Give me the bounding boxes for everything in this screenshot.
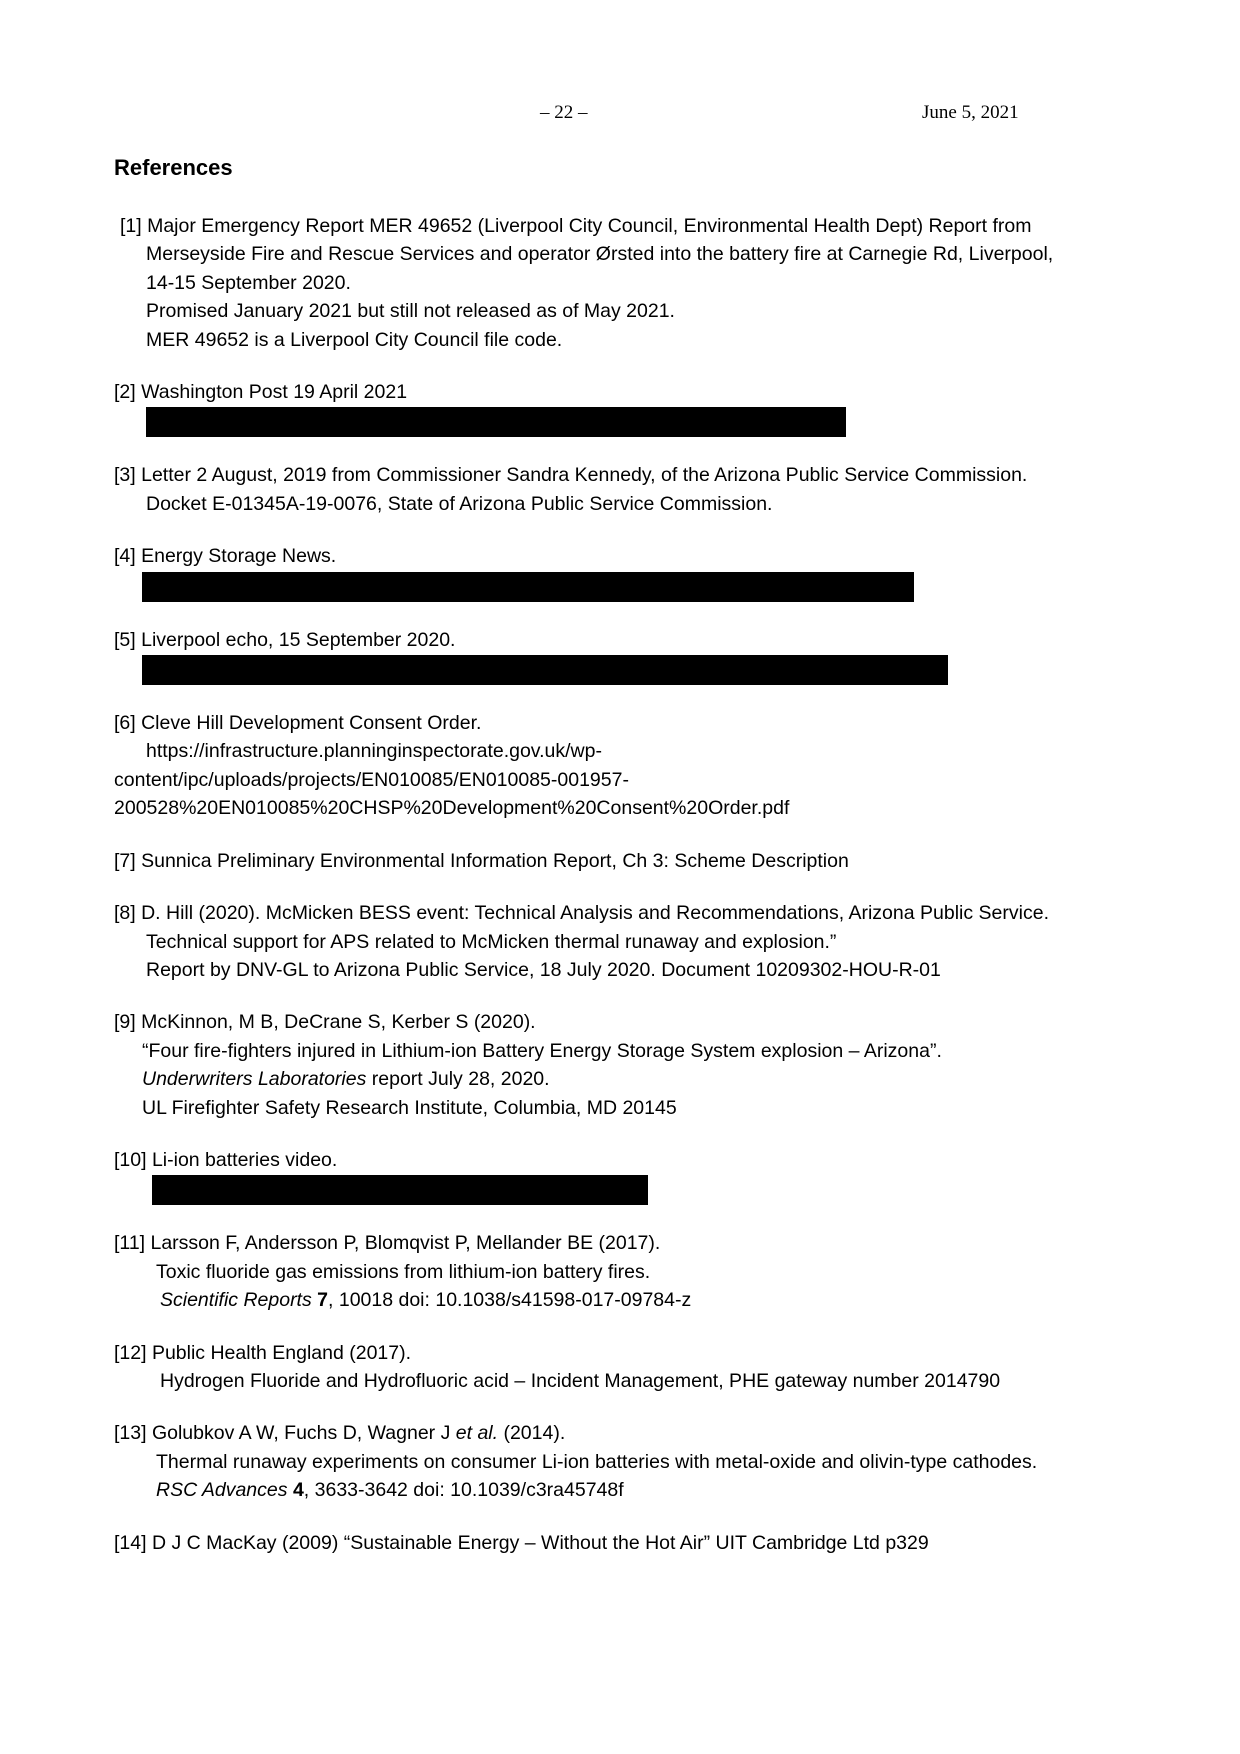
reference-6: [6] Cleve Hill Development Consent Order. https://infrastructure.planninginspectorate.gov.uk/wp- content/ipc/uploads/projects/EN010085/EN010085-001957- 200528%20EN010085%20CHSP%20Development%20Consent%20Order.pdf	[114, 712, 790, 820]
reference-5: [5] Liverpool echo, 15 September 2020.	[114, 626, 1124, 685]
page-number: – 22 –	[540, 102, 588, 123]
reference-10: [10] Li-ion batteries video.	[114, 1146, 1124, 1205]
reference-13: [13] Golubkov A W, Fuchs D, Wagner J et al. (2014). Thermal runaway experiments on consumer Li-ion batteries with metal-oxide and olivin-type cathodes. RSC Advances 4, 3633-3642 doi: 10.1039/c3ra45748f	[114, 1422, 1038, 1502]
page-date: June 5, 2021	[922, 102, 1019, 123]
reference-9: [9] McKinnon, M B, DeCrane S, Kerber S (2020). “Four fire-fighters injured in Lithium-ion Battery Energy Storage System explosion – Arizona”. Underwriters Laboratories report July 28, 2020. UL Firefighter Safety Research Institute, Columbia, MD 20145	[114, 1011, 942, 1119]
reference-2: [2] Washington Post 19 April 2021	[114, 378, 1124, 437]
reference-4: [4] Energy Storage News.	[114, 542, 1124, 601]
reference-12: [12] Public Health England (2017). Hydrogen Fluoride and Hydrofluoric acid – Incident Management, PHE gateway number 2014790	[114, 1341, 1001, 1392]
reference-8: [8] D. Hill (2020). McMicken BESS event: Technical Analysis and Recommendations, Arizona Public Service. Technical support for APS related to McMicken thermal runaway and explosion.” Report by DNV-GL to Arizona Public Service, 18 July 2020. Document 10209302-HOU-R-01	[114, 902, 1049, 981]
reference-3: [3] Letter 2 August, 2019 from Commissioner Sandra Kennedy, of the Arizona Public Service Commission. Docket E-01345A-19-0076, State of Arizona Public Service Commission.	[114, 464, 1028, 515]
redacted-link	[152, 1175, 648, 1205]
references-heading: References	[114, 155, 233, 180]
redacted-link	[142, 655, 948, 685]
redacted-link	[142, 572, 914, 602]
reference-list	[114, 212, 1124, 1581]
reference-1: [1] Major Emergency Report MER 49652 (Liverpool City Council, Environmental Health Dept) Report from Merseyside Fire and Rescue Services and operator Ørsted into the battery fire at Carnegie Rd, Liverpool, 14-15 September 2020. Promised January 2021 but still not released as of May 2021. MER 49652 is a Liverpool City Council file code.	[120, 215, 1054, 351]
reference-14: [14] D J C MacKay (2009) “Sustainable Energy – Without the Hot Air” UIT Cambridge Ltd p329	[114, 1531, 929, 1554]
reference-11: [11] Larsson F, Andersson P, Blomqvist P, Mellander BE (2017). Toxic fluoride gas emissions from lithium-ion battery fires. Scientific Reports 7, 10018 doi: 10.1038/s41598-017-09784-z	[114, 1232, 692, 1312]
reference-7: [7] Sunnica Preliminary Environmental Information Report, Ch 3: Scheme Description	[114, 849, 849, 872]
redacted-link	[146, 407, 846, 437]
